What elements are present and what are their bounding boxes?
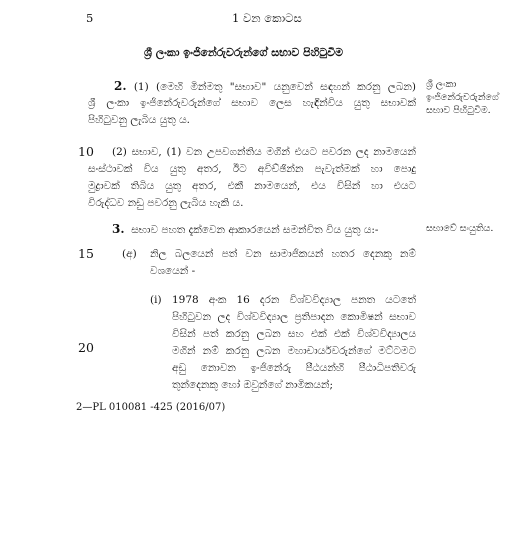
subsection-2-2-line-3: මුද්‍රාවක් තිබිය යුතු අතර, එකී නාමයෙන්, එය විසින් හා එයට xyxy=(88,180,416,192)
clause-i xyxy=(172,292,416,394)
clause-a-label: (අ) xyxy=(122,248,137,260)
clause-i-line-6: තුන්දෙනකු හෝ ඔවුන්ගේ නාමිකයන්; xyxy=(172,379,333,391)
section-2 xyxy=(114,78,416,96)
subsection-2-2-cont xyxy=(88,161,416,212)
footer-print-code: 2—PL 010081 -425 (2016/07) xyxy=(76,402,226,413)
line-number-20: 20 xyxy=(78,340,94,355)
subsection-2-2-line-4: විරුද්ධව නඩු පවරනු ලැබිය හැකි ය. xyxy=(88,197,244,209)
clause-i-line-1: 1978 අංක 16 දරන විශ්වවිද්‍යාල පනත යටතේ xyxy=(172,294,416,306)
clause-i-line-4: මගින් නම් කරනු ලබන මහාචාර්යවරුන්ගේ මට්ටමට xyxy=(172,345,416,357)
section-3 xyxy=(112,221,378,239)
subsection-2-2-line-2: සංස්ථාවක් විය යුතු අතර, ඊට අවිච්ඡින්න පැවැත්මක් හා පොදු xyxy=(88,163,416,175)
section-2-cont xyxy=(88,95,416,129)
margin-note-composition: සභාවේ සංයුතිය. xyxy=(426,223,494,234)
clause-a-line-2: වශයෙන් - xyxy=(150,265,196,277)
part-title: 1 වන කොටස xyxy=(232,11,302,25)
page-number: 5 xyxy=(86,11,94,25)
clause-i-line-5: අඩු නොවන ඉංජිනේරු පීඨයන්හි පීඨාධිපතිවරු xyxy=(172,362,416,374)
clause-i-label: (i) xyxy=(150,294,162,306)
margin-note-establishment: ශ්‍රී ලංකා ඉංජිනේරුවරුන්ගේ සභාව පිහිටුවීම. xyxy=(426,79,499,116)
section-title: ශ්‍රී ලංකා ඉංජිනේරුවරුන්ගේ සභාව පිහිටුවීම xyxy=(144,46,343,59)
subsection-2-2-line-1: (2) සභාව, (1) වන උපවගන්තිය මගින් එයට පවරන ලද නාමයෙන් xyxy=(112,146,416,158)
clause-a xyxy=(150,246,416,280)
line-number-15: 15 xyxy=(78,246,94,261)
section-2-number: 2. xyxy=(114,79,127,93)
subsection-2-2-first xyxy=(112,144,416,161)
section-3-number: 3. xyxy=(112,222,125,236)
clause-i-line-3: විසින් පත් කරනු ලබන සහ එක් එක් විශ්වවිද්‍යාලය xyxy=(172,328,416,340)
section-2-line-3: පිහිටුවනු ලැබිය යුතු ය. xyxy=(88,114,190,126)
section-2-line-2: ශ්‍රී ලංකා ඉංජිනේරුවරුන්ගේ සභාව ලෙස හැඳින්විය යුතු සභාවක් xyxy=(88,97,416,109)
line-number-10: 10 xyxy=(78,144,94,159)
clause-a-line-1: නිල බලයෙන් පත් වන සාමාජිකයන් හතර දෙනකු නම් xyxy=(150,248,416,260)
section-2-line-1: 2. (1) (මෙහි මින්මතු "සභාව" යනුවෙන් සඳහන් කරනු ලබන) xyxy=(114,79,416,93)
clause-i-line-2: පිහිටුවන ලද විශ්වවිද්‍යාල ප්‍රතිපාදන කොමිෂන් සභාව xyxy=(172,311,416,323)
section-3-text: සභාව පහත දැක්වෙන ආකාරයෙන් සමන්විත විය යුතු ය:- xyxy=(131,224,379,236)
